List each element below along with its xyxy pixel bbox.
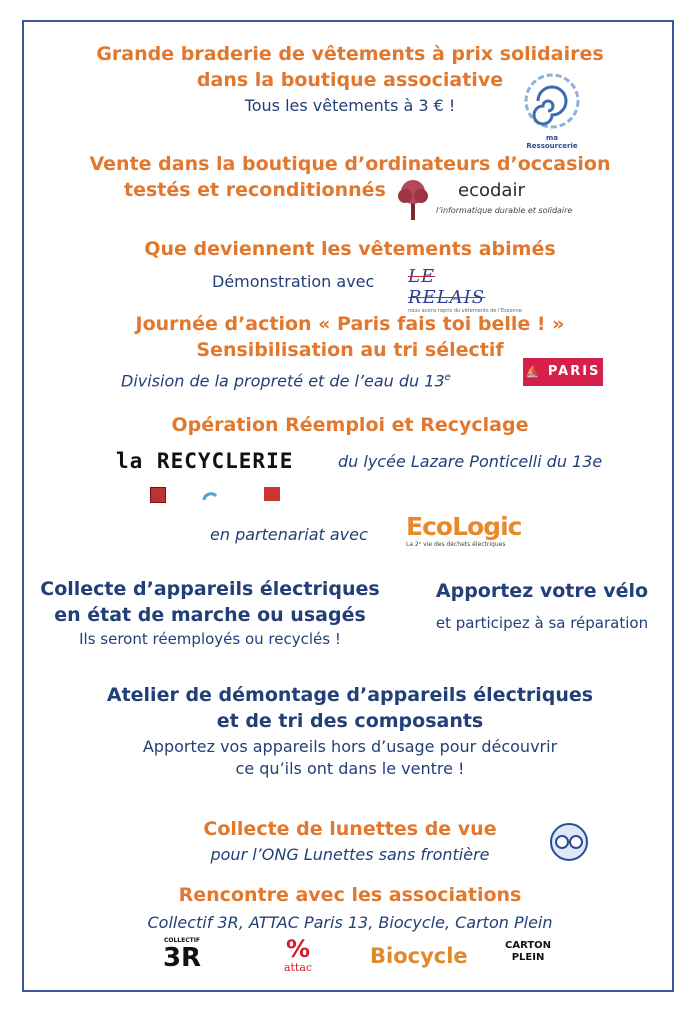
braderie-subtitle: Tous les vêtements à 3 € ! [244,96,456,115]
ecologic-name: EcoLogic [406,512,522,541]
atelier-title-line1: Atelier de démontage d’appareils électriques [106,684,594,706]
rencontre-section [60,882,640,934]
atelier-subtitle-line2: ce qu’ils ont dans le ventre ! [235,759,465,778]
le-relais-tagline: nous avons repris du vêtements de l’Essonne [408,308,522,314]
attac-symbol: % [285,935,311,963]
carton-plein-logo [500,940,556,976]
lunettes-title: Collecte de lunettes de vue [203,818,497,840]
le-relais-name: LE RELAIS [408,266,486,308]
ecodair-tagline: l’informatique durable et solidaire [436,206,573,215]
journee-title-line1: Journée d’action « Paris fais toi belle ! » [135,313,565,335]
collecte-electrique-title-line1: Collecte d’appareils électriques [40,578,380,600]
lunettes-subtitle: pour l’ONG Lunettes sans frontière [210,845,490,864]
le-relais-logo [408,266,522,314]
rencontre-title: Rencontre avec les associations [178,884,522,906]
partner-logo-small-1 [150,487,166,503]
velo-section [400,578,684,634]
reemploi-title: Opération Réemploi et Recyclage [171,414,529,436]
journee-subtitle-sup: e [444,372,451,383]
journee-section [60,311,640,363]
velo-title: Apportez votre vélo [435,580,649,602]
journee-subtitle-text: Division de la propreté et de l’eau du 13 [121,371,445,391]
atelier-section [60,682,640,780]
paris-ship-icon: ⛵ [525,365,542,378]
carton-plein-line1: CARTON [504,940,552,951]
braderie-title-line1: Grande braderie de vêtements à prix solidaires [96,43,604,65]
ordinateurs-title-line1: Vente dans la boutique d’ordinateurs d’occasion [89,153,611,175]
collecte-electrique-title-line2: en état de marche ou usagés [54,604,366,626]
rencontre-subtitle: Collectif 3R, ATTAC Paris 13, Biocycle, Carton Plein [147,913,553,932]
carton-plein-line2: PLEIN [511,952,545,963]
attac-logo [278,937,318,981]
atelier-subtitle-line1: Apportez vos appareils hors d’usage pour découvrir [142,737,558,756]
ecologic-tagline: La 2ᵉ vie des déchets électriques [406,541,506,548]
collectif-3r-top: COLLECTIF [163,937,201,944]
ecodair-name: ecodair [458,180,525,201]
ecologic-logo [406,512,522,562]
collecte-electrique-subtitle: Ils seront réemployés ou recyclés ! [79,630,341,648]
partner-logo-small-3 [264,487,280,501]
vetements-section [60,236,640,262]
globe-glasses-icon [549,822,589,862]
atelier-title-line2: et de tri des composants [216,710,484,732]
ressourcerie-logo-text: ma Ressourcerie [526,134,578,150]
vetements-title: Que deviennent les vêtements abimés [144,238,556,260]
reemploi-subtitle: du lycée Lazare Ponticelli du 13e [338,452,603,471]
journee-title-line2: Sensibilisation au tri sélectif [196,339,504,361]
collecte-electrique-section [30,576,390,650]
partner-text: en partenariat avec [210,525,368,544]
journee-subtitle [121,367,451,392]
ordinateurs-title-line2: testés et reconditionnés [124,179,386,201]
ecodair-logo [396,178,573,224]
vetements-subtitle: Démonstration avec [212,272,375,291]
collectif-3r-logo [152,937,212,983]
partner-logo-small-2 [202,487,218,501]
spiral-icon [520,72,584,130]
tree-icon [396,178,430,222]
paris-logo-text: PARIS [547,364,601,379]
velo-subtitle: et participez à sa réparation [435,614,649,632]
arc-icon [202,488,218,502]
biocycle-logo: Biocycle [370,944,468,968]
recyclerie-logo: la RECYCLERIE [116,449,294,473]
reemploi-section [60,412,640,438]
ordinateurs-section [60,151,640,177]
ressourcerie-logo [520,72,584,150]
lunettes-ong-logo [549,822,589,862]
paris-logo [523,358,603,386]
collectif-3r-main: 3R [162,943,202,973]
attac-text: attac [283,961,313,974]
braderie-title-line2: dans la boutique associative [196,69,504,91]
